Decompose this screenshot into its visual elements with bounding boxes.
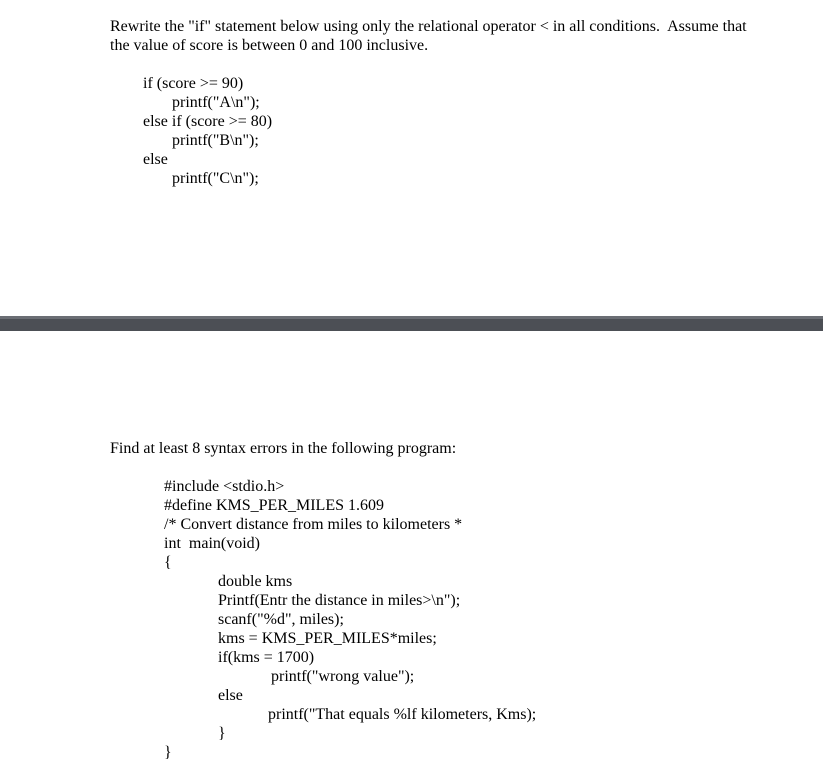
q2-code-line: printf("That equals %lf kilometers, Kms);	[268, 706, 537, 723]
q2-code-line: scanf("%d", miles);	[218, 611, 344, 628]
q2-code-line: /* Convert distance from miles to kilometers *	[164, 516, 463, 533]
q1-code-line: printf("C\n");	[172, 170, 259, 187]
q2-code-line: }	[164, 744, 172, 761]
q1-code-line: else if (score >= 80)	[143, 113, 273, 130]
q1-code-line: printf("A\n");	[172, 94, 260, 111]
q1-code-line: printf("B\n");	[172, 132, 259, 149]
q1-code-line: if (score >= 90)	[143, 75, 244, 92]
q2-code-line: if(kms = 1700)	[218, 649, 315, 666]
page-divider	[0, 316, 823, 331]
q1-prompt-line-2: the value of score is between 0 and 100 inclusive.	[110, 37, 429, 54]
q2-code-line: else	[218, 687, 243, 704]
q1-code-line: else	[143, 151, 168, 168]
q2-code-line: }	[218, 725, 226, 742]
q2-code-line: #define KMS_PER_MILES 1.609	[164, 497, 384, 514]
q2-code-line: kms = KMS_PER_MILES*miles;	[218, 630, 437, 647]
q1-prompt-line-1: Rewrite the "if" statement below using only the relational operator < in all conditions. Assume that	[110, 18, 747, 35]
q2-code-line: double kms	[218, 573, 293, 590]
q2-code-line: printf("wrong value");	[271, 668, 415, 685]
q2-code-line: int main(void)	[164, 535, 260, 552]
q2-code-line: #include <stdio.h>	[164, 478, 285, 495]
q2-code-line: Printf(Entr the distance in miles>\n");	[218, 592, 461, 609]
q2-code-line: {	[164, 554, 172, 571]
q2-prompt: Find at least 8 syntax errors in the following program:	[110, 440, 457, 457]
